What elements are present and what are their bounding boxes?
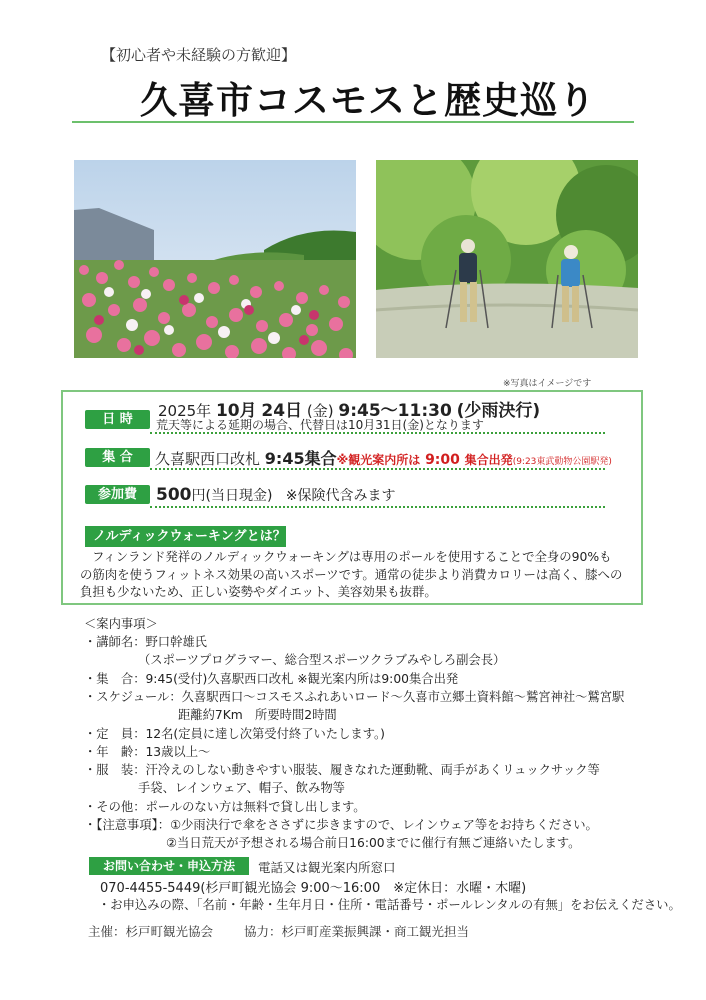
fee-amount: 500 [156,485,192,505]
contact-method: 電話又は観光案内所窓口 [258,860,396,875]
info-line: ・服 装：汗冷えのしない動きやすい服装、履きなれた運動靴、両手があくリュックサック等 [84,763,600,777]
page-title: 久喜市コスモスと歴史巡り [140,79,596,122]
organizer: 主催：杉戸町観光協会 [88,924,214,939]
nordic-line: フィンランド発祥のノルディックウォーキングは専用のポールを使用することで全身の90%も [92,549,612,564]
cosmos-field-photo [74,160,356,358]
meet-time: 9:45集合 [264,449,337,468]
date-label: 日 時 [85,410,150,429]
date-alternate: 荒天等による延期の場合、代替日は10月31日(金)となります [156,418,484,432]
info-line: ・集 合：9:45(受付)久喜駅西口改札 ※観光案内所は9:00集合出発 [84,672,459,686]
contact-apply-note: ・お申込みの際、「名前・年齢・生年月日・住所・電話番号・ポールレンタルの有無」をお伝えください。 [98,898,681,912]
date-rain-note: (少雨決行) [456,401,541,421]
subtitle: 【初心者や未経験の方歓迎】 [101,46,297,64]
meet-red-train: (9:23東武動物公園駅発) [512,457,612,467]
meeting-info [155,446,612,469]
date-time: 9:45～11:30 [338,401,452,421]
fee-info [156,485,396,505]
nordic-label: ノルディックウォーキングとは？ [85,526,286,547]
title-divider [72,121,634,123]
meet-place: 久喜駅西口改札 [155,450,261,468]
photo-note: ※写真はイメージです [503,379,592,389]
meet-red-post: 集合出発 [464,453,513,467]
meet-red-pre: ※観光案内所は [336,453,421,467]
fee-note: ※保険代含みます [285,488,396,504]
meet-red-time: 9:00 [425,452,460,468]
contact-phone: 070-4455-5449(杉戸町観光協会 9:00～16:00 ※定休日：水曜・木曜) [100,881,527,896]
nordic-walkers-photo [376,160,658,358]
date-day: 24日 [261,401,303,421]
fee-label: 参加費 [85,485,150,504]
info-line: ・その他：ポールのない方は無料で貸し出します。 [84,800,366,814]
info-line: ・定 員：12名(定員に達し次第受付終了いたします。) [84,727,385,741]
meet-label: 集 合 [85,448,150,467]
date-month: 10月 [215,401,257,421]
info-line: ・講師名：野口幹雄氏 [84,635,207,649]
contact-label: お問い合わせ・申込方法 [89,857,249,875]
info-line: ・年 齢：13歳以上～ [84,745,211,759]
info-heading: ＜案内事項＞ [84,617,158,631]
fee-divider [150,506,605,508]
nordic-description [80,548,640,601]
fee-unit: 円(当日現金) [191,488,273,504]
nordic-line: の筋肉を使うフィットネス効果の高いスポーツです。通常の徒歩より消費カロリーは高く、膝への [80,566,623,582]
info-line: （スポーツプログラマー、総合型スポーツクラブみやしろ副会長） [138,653,506,667]
info-line: ②当日荒天が予想される場合前日16:00までに催行有無ご連絡いたします。 [166,836,581,850]
date-year: 2025年 [158,402,212,420]
info-line: ・スケジュール：久喜駅西口～コスモスふれあいロード～久喜市立郷土資料館～鷲宮神社～鷲宮駅 [84,690,625,704]
info-line: 距離約7Km 所要時間2時間 [178,708,337,722]
date-divider [150,432,605,434]
meet-divider [150,468,605,470]
info-line: 手袋、レインウェア、帽子、飲み物等 [138,781,345,795]
cooperation: 協力：杉戸町産業振興課・商工観光担当 [244,924,470,939]
info-line: ・【注意事項】：①少雨決行で傘をささずに歩きますので、レインウェア等をお持ちください。 [84,818,598,832]
date-weekday: (金) [306,402,334,420]
nordic-line: 負担も少ないため、正しい姿勢やダイエット、美容効果も抜群。 [80,584,437,599]
